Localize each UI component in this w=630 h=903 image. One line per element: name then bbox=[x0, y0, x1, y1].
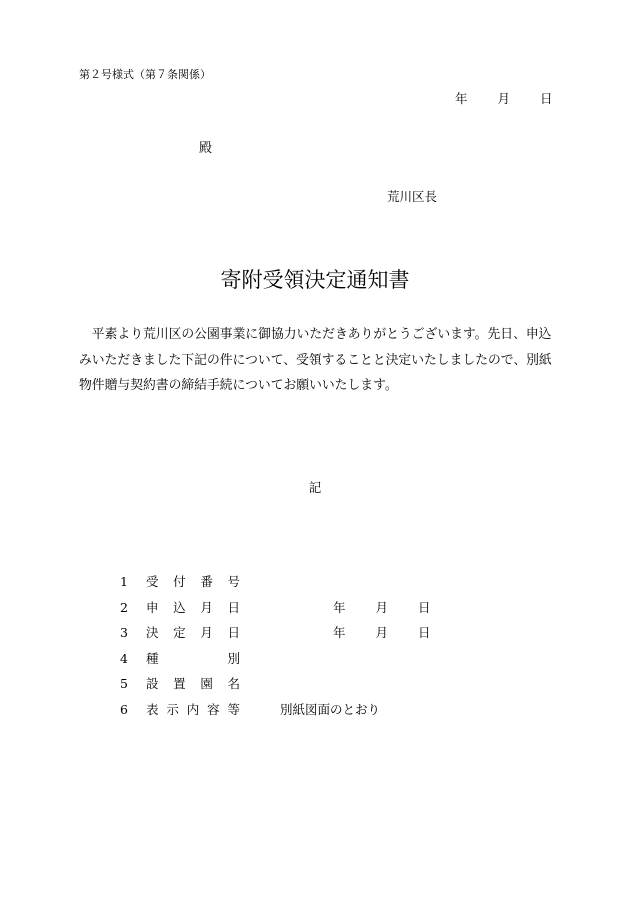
item-label-char: 申 bbox=[146, 599, 159, 615]
item-label-char: 示 bbox=[166, 701, 179, 717]
item-row-park-name bbox=[120, 671, 431, 697]
item-label-char: 月 bbox=[200, 599, 213, 615]
decision-date-value bbox=[333, 620, 431, 646]
item-number: 3 bbox=[120, 625, 128, 640]
item-label-char: 決 bbox=[146, 625, 159, 640]
item-row-reception-number bbox=[120, 569, 431, 595]
item-label-char: 日 bbox=[227, 599, 240, 615]
date-day: 日 bbox=[418, 599, 431, 615]
item-label bbox=[146, 569, 240, 595]
item-label-char: 付 bbox=[173, 574, 186, 589]
application-date-value bbox=[333, 595, 431, 621]
item-label bbox=[146, 671, 240, 697]
item-label-char: 込 bbox=[173, 599, 186, 615]
item-label-char: 容 bbox=[207, 701, 220, 717]
ki-heading: 記 bbox=[308, 480, 322, 495]
item-number: 1 bbox=[120, 574, 128, 589]
item-label-char: 定 bbox=[173, 625, 186, 640]
sender-name: 荒川区長 bbox=[387, 189, 438, 204]
item-label-char: 種 bbox=[146, 650, 159, 666]
display-content-value: 別紙図面のとおり bbox=[280, 701, 381, 717]
item-list bbox=[120, 569, 431, 722]
date-day: 日 bbox=[418, 625, 431, 640]
document-title: 寄附受領決定通知書 bbox=[220, 268, 410, 292]
item-row-type bbox=[120, 646, 431, 672]
addressee-suffix: 殿 bbox=[199, 141, 213, 156]
date-year: 年 bbox=[333, 625, 346, 640]
item-label-char: 表 bbox=[146, 701, 159, 717]
item-label-char: 名 bbox=[227, 676, 240, 691]
item-number: 4 bbox=[120, 650, 128, 666]
item-row-display-content bbox=[120, 697, 431, 723]
item-label-char: 別 bbox=[227, 650, 240, 666]
item-label-char: 受 bbox=[146, 574, 159, 589]
item-label-char: 内 bbox=[186, 701, 200, 717]
date-month: 月 bbox=[375, 599, 389, 615]
item-label bbox=[146, 697, 240, 723]
item-label bbox=[146, 620, 240, 646]
item-number: 2 bbox=[120, 599, 128, 615]
item-row-application-date bbox=[120, 595, 431, 621]
item-label-char: 設 bbox=[146, 676, 159, 691]
date-month: 月 bbox=[375, 625, 389, 640]
form-number: 第２号様式（第７条関係） bbox=[79, 68, 211, 81]
item-label-char: 号 bbox=[227, 574, 240, 589]
body-paragraph: 平素より荒川区の公園事業に御協力いただきありがとうございます。先日、申込みいただきました下記の件について、受領することと決定いたしましたので、別紙物件贈与契約書の締結手続についてお願いいたします。 bbox=[79, 327, 552, 393]
item-label-char: 番 bbox=[200, 574, 213, 589]
issue-date-day: 日 bbox=[540, 91, 553, 106]
item-number: 6 bbox=[120, 701, 128, 717]
item-label bbox=[146, 646, 240, 672]
item-number: 5 bbox=[120, 676, 128, 691]
item-row-decision-date bbox=[120, 620, 431, 646]
item-label bbox=[146, 595, 240, 621]
issue-date-month: 月 bbox=[497, 91, 511, 106]
body-text bbox=[79, 322, 554, 399]
item-label-char: 月 bbox=[200, 625, 213, 640]
date-year: 年 bbox=[333, 599, 346, 615]
item-label-char: 園 bbox=[200, 676, 213, 691]
item-label-char: 置 bbox=[173, 676, 186, 691]
issue-date-year: 年 bbox=[455, 91, 468, 106]
item-label-char: 日 bbox=[227, 625, 240, 640]
issue-date bbox=[455, 89, 553, 107]
item-label-char: 等 bbox=[227, 701, 240, 717]
